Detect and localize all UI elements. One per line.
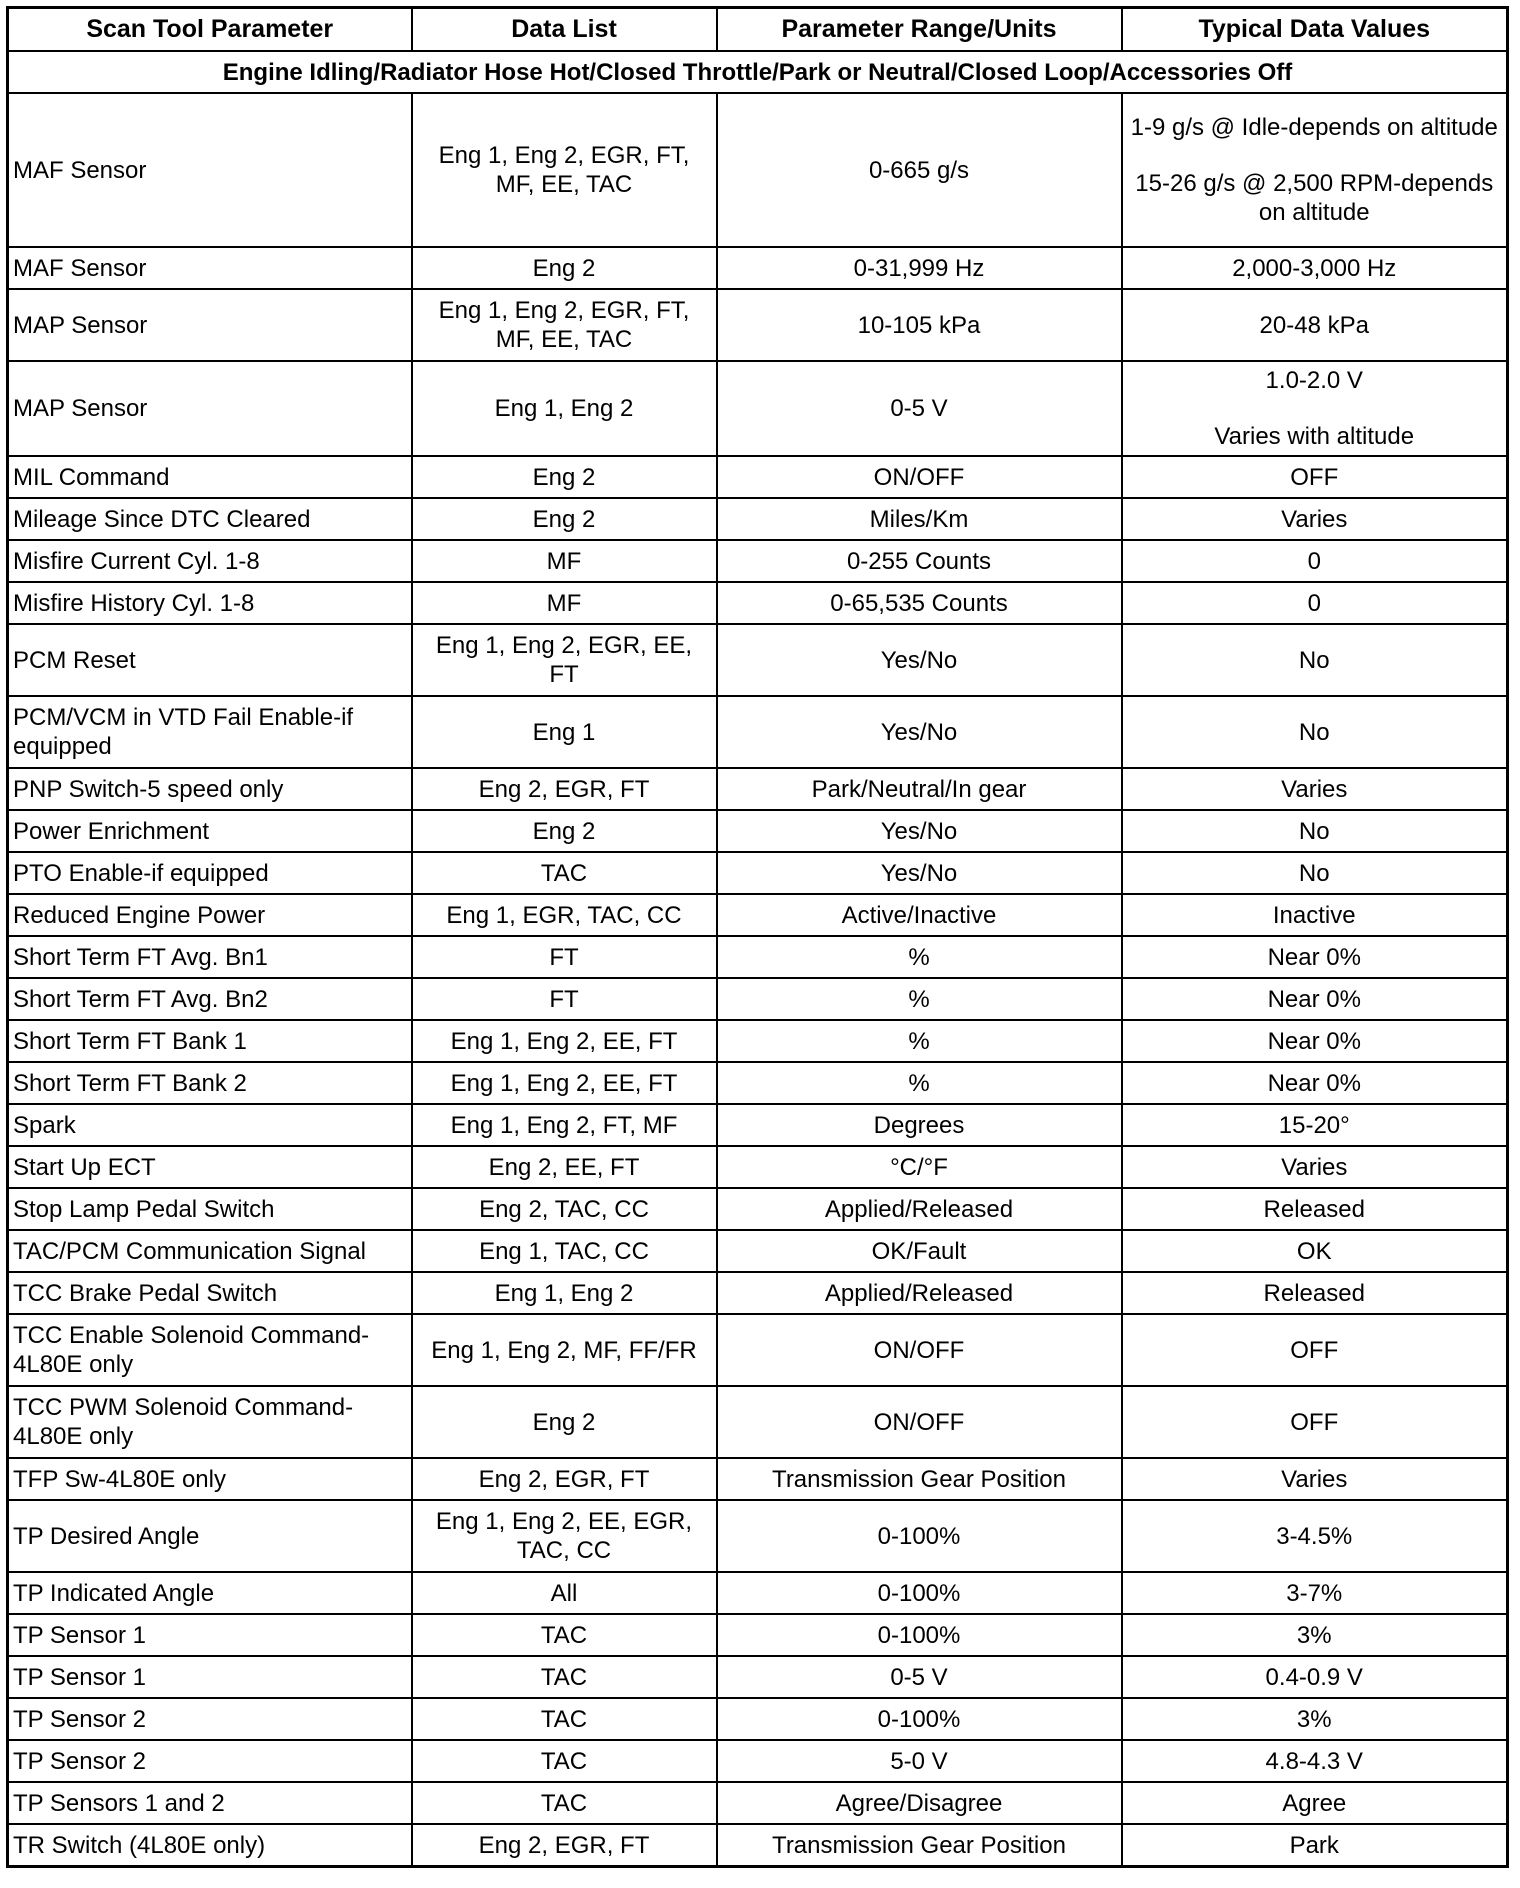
table-row	[8, 540, 1508, 582]
range-cell: Park/Neutral/In gear	[717, 768, 1122, 810]
table-row	[8, 894, 1508, 936]
data-list-cell: Eng 2	[412, 810, 717, 852]
parameter-cell: TP Sensor 1	[8, 1614, 412, 1656]
parameter-cell: Short Term FT Bank 2	[8, 1062, 412, 1104]
table-row	[8, 852, 1508, 894]
data-list-cell: Eng 2	[412, 456, 717, 498]
typical-value-cell: Varies	[1122, 1146, 1508, 1188]
typical-value-cell: No	[1122, 696, 1508, 768]
table-row	[8, 1314, 1508, 1386]
table-row	[8, 624, 1508, 696]
typical-value-cell: No	[1122, 624, 1508, 696]
condition-row	[8, 51, 1508, 93]
column-header-range-units: Parameter Range/Units	[717, 8, 1122, 52]
data-list-cell: Eng 2	[412, 1386, 717, 1458]
table-row	[8, 696, 1508, 768]
range-cell: ON/OFF	[717, 1314, 1122, 1386]
parameter-cell: PTO Enable-if equipped	[8, 852, 412, 894]
range-cell: %	[717, 1062, 1122, 1104]
range-cell: Applied/Released	[717, 1272, 1122, 1314]
range-cell: 0-100%	[717, 1500, 1122, 1572]
table-row	[8, 498, 1508, 540]
typical-value-cell: Near 0%	[1122, 936, 1508, 978]
typical-value-voltage: 1.0-2.0 V	[1265, 367, 1363, 394]
parameter-cell: Misfire History Cyl. 1-8	[8, 582, 412, 624]
data-list-cell: Eng 2	[412, 498, 717, 540]
parameter-cell: Short Term FT Avg. Bn1	[8, 936, 412, 978]
data-list-cell: Eng 2, EE, FT	[412, 1146, 717, 1188]
range-cell: ON/OFF	[717, 1386, 1122, 1458]
data-list-cell: Eng 1, Eng 2, MF, FF/FR	[412, 1314, 717, 1386]
table-row	[8, 582, 1508, 624]
data-list-cell: Eng 1, Eng 2, EGR, FT, MF, EE, TAC	[412, 289, 717, 361]
data-list-cell: Eng 1, Eng 2, EE, FT	[412, 1062, 717, 1104]
range-cell: 0-100%	[717, 1572, 1122, 1614]
typical-value-cell: Near 0%	[1122, 978, 1508, 1020]
typical-value-idle: 1-9 g/s @ Idle-depends on altitude	[1130, 114, 1498, 141]
range-cell: Transmission Gear Position	[717, 1458, 1122, 1500]
parameter-cell: TFP Sw-4L80E only	[8, 1458, 412, 1500]
range-cell: Active/Inactive	[717, 894, 1122, 936]
parameter-cell: Misfire Current Cyl. 1-8	[8, 540, 412, 582]
typical-value-cell: 0	[1122, 540, 1508, 582]
table-row	[8, 1572, 1508, 1614]
parameter-cell: MAP Sensor	[8, 361, 412, 456]
typical-value-cell: 0.4-0.9 V	[1122, 1656, 1508, 1698]
typical-value-cell: 3%	[1122, 1614, 1508, 1656]
range-cell: Transmission Gear Position	[717, 1824, 1122, 1867]
parameter-cell: MIL Command	[8, 456, 412, 498]
range-cell: 0-5 V	[717, 1656, 1122, 1698]
data-list-cell: MF	[412, 540, 717, 582]
data-list-cell: Eng 2	[412, 247, 717, 289]
data-list-cell: Eng 1, Eng 2, FT, MF	[412, 1104, 717, 1146]
table-row	[8, 93, 1508, 247]
table-row	[8, 768, 1508, 810]
typical-value-cell: Agree	[1122, 1782, 1508, 1824]
range-cell: Yes/No	[717, 624, 1122, 696]
column-header-data-list: Data List	[412, 8, 717, 52]
parameter-cell: PNP Switch-5 speed only	[8, 768, 412, 810]
data-list-cell: TAC	[412, 1740, 717, 1782]
parameter-cell: TCC PWM Solenoid Command-4L80E only	[8, 1386, 412, 1458]
data-list-cell: TAC	[412, 1782, 717, 1824]
parameter-cell: PCM Reset	[8, 624, 412, 696]
table-row	[8, 1230, 1508, 1272]
range-cell: Applied/Released	[717, 1188, 1122, 1230]
column-header-parameter: Scan Tool Parameter	[8, 8, 412, 52]
data-list-cell: Eng 2, TAC, CC	[412, 1188, 717, 1230]
range-cell: Yes/No	[717, 852, 1122, 894]
table-row	[8, 1272, 1508, 1314]
data-list-cell: Eng 1, Eng 2	[412, 1272, 717, 1314]
data-list-cell: FT	[412, 978, 717, 1020]
parameter-cell: Mileage Since DTC Cleared	[8, 498, 412, 540]
parameter-cell: PCM/VCM in VTD Fail Enable-if equipped	[8, 696, 412, 768]
typical-value-note: Varies with altitude	[1214, 423, 1415, 450]
data-list-cell: Eng 1, TAC, CC	[412, 1230, 717, 1272]
data-list-cell: Eng 2, EGR, FT	[412, 768, 717, 810]
parameter-cell: Reduced Engine Power	[8, 894, 412, 936]
data-list-cell: Eng 1, Eng 2, EGR, FT, MF, EE, TAC	[412, 93, 717, 247]
typical-value-cell	[1122, 93, 1508, 247]
data-list-cell: TAC	[412, 1656, 717, 1698]
parameter-cell: TCC Enable Solenoid Command-4L80E only	[8, 1314, 412, 1386]
data-list-cell: All	[412, 1572, 717, 1614]
range-cell: Agree/Disagree	[717, 1782, 1122, 1824]
table-row	[8, 1740, 1508, 1782]
test-condition: Engine Idling/Radiator Hose Hot/Closed Throttle/Park or Neutral/Closed Loop/Accessories Off	[8, 51, 1508, 93]
range-cell: 0-255 Counts	[717, 540, 1122, 582]
scan-tool-data-table	[6, 6, 1509, 1868]
range-cell: %	[717, 936, 1122, 978]
typical-value-cell: No	[1122, 852, 1508, 894]
typical-value-cell: 0	[1122, 582, 1508, 624]
parameter-cell: Power Enrichment	[8, 810, 412, 852]
table-row	[8, 936, 1508, 978]
typical-value-cell: OK	[1122, 1230, 1508, 1272]
table-header-row	[8, 8, 1508, 52]
table-row	[8, 1386, 1508, 1458]
data-list-cell: Eng 1, Eng 2, EE, FT	[412, 1020, 717, 1062]
typical-value-cell: 20-48 kPa	[1122, 289, 1508, 361]
typical-value-cell: Near 0%	[1122, 1062, 1508, 1104]
parameter-cell: TP Sensor 1	[8, 1656, 412, 1698]
parameter-cell: TR Switch (4L80E only)	[8, 1824, 412, 1867]
column-header-typical-values: Typical Data Values	[1122, 8, 1508, 52]
parameter-cell: MAP Sensor	[8, 289, 412, 361]
range-cell: 0-31,999 Hz	[717, 247, 1122, 289]
data-list-cell: Eng 1, Eng 2	[412, 361, 717, 456]
range-cell: Miles/Km	[717, 498, 1122, 540]
typical-value-cell: Released	[1122, 1188, 1508, 1230]
range-cell: 10-105 kPa	[717, 289, 1122, 361]
typical-value-cell: OFF	[1122, 1314, 1508, 1386]
typical-value-cell: 4.8-4.3 V	[1122, 1740, 1508, 1782]
parameter-cell: TP Indicated Angle	[8, 1572, 412, 1614]
table-row	[8, 456, 1508, 498]
table-row	[8, 1458, 1508, 1500]
parameter-cell: TAC/PCM Communication Signal	[8, 1230, 412, 1272]
data-list-cell: Eng 1, Eng 2, EE, EGR, TAC, CC	[412, 1500, 717, 1572]
table-row	[8, 1188, 1508, 1230]
parameter-cell: TP Desired Angle	[8, 1500, 412, 1572]
typical-value-cell: 15-20°	[1122, 1104, 1508, 1146]
parameter-cell: TCC Brake Pedal Switch	[8, 1272, 412, 1314]
typical-value-cell: OFF	[1122, 456, 1508, 498]
data-list-cell: Eng 1, Eng 2, EGR, EE, FT	[412, 624, 717, 696]
typical-value-cell: 3-4.5%	[1122, 1500, 1508, 1572]
range-cell: 5-0 V	[717, 1740, 1122, 1782]
data-list-cell: FT	[412, 936, 717, 978]
parameter-cell: MAF Sensor	[8, 247, 412, 289]
range-cell: 0-100%	[717, 1614, 1122, 1656]
table-row	[8, 1698, 1508, 1740]
table-row	[8, 978, 1508, 1020]
range-cell: 0-665 g/s	[717, 93, 1122, 247]
data-list-cell: TAC	[412, 852, 717, 894]
parameter-cell: Stop Lamp Pedal Switch	[8, 1188, 412, 1230]
typical-value-cell: Varies	[1122, 1458, 1508, 1500]
range-cell: %	[717, 1020, 1122, 1062]
table-row	[8, 1500, 1508, 1572]
typical-value-cell: OFF	[1122, 1386, 1508, 1458]
range-cell: ON/OFF	[717, 456, 1122, 498]
range-cell: 0-5 V	[717, 361, 1122, 456]
range-cell: 0-65,535 Counts	[717, 582, 1122, 624]
parameter-cell: Spark	[8, 1104, 412, 1146]
range-cell: °C/°F	[717, 1146, 1122, 1188]
range-cell: 0-100%	[717, 1698, 1122, 1740]
typical-value-cell: Near 0%	[1122, 1020, 1508, 1062]
data-list-cell: MF	[412, 582, 717, 624]
range-cell: Yes/No	[717, 696, 1122, 768]
table-row	[8, 1656, 1508, 1698]
typical-value-cell: Inactive	[1122, 894, 1508, 936]
table-row	[8, 810, 1508, 852]
table-row	[8, 247, 1508, 289]
table-row	[8, 1062, 1508, 1104]
parameter-cell: TP Sensor 2	[8, 1698, 412, 1740]
table-row	[8, 1104, 1508, 1146]
data-list-cell: Eng 2, EGR, FT	[412, 1458, 717, 1500]
range-cell: OK/Fault	[717, 1230, 1122, 1272]
table-row	[8, 1824, 1508, 1867]
range-cell: %	[717, 978, 1122, 1020]
typical-value-cell: Park	[1122, 1824, 1508, 1867]
typical-value-cell: 3%	[1122, 1698, 1508, 1740]
typical-value-cell: 2,000-3,000 Hz	[1122, 247, 1508, 289]
table-row	[8, 1020, 1508, 1062]
data-list-cell: Eng 1, EGR, TAC, CC	[412, 894, 717, 936]
typical-value-cell: Varies	[1122, 498, 1508, 540]
typical-value-cell: Varies	[1122, 768, 1508, 810]
data-list-cell: TAC	[412, 1698, 717, 1740]
parameter-cell: Short Term FT Avg. Bn2	[8, 978, 412, 1020]
data-list-cell: Eng 1	[412, 696, 717, 768]
typical-value-2500rpm: 15-26 g/s @ 2,500 RPM-depends on altitude	[1135, 170, 1494, 226]
typical-value-cell	[1122, 361, 1508, 456]
table-row	[8, 289, 1508, 361]
table-row	[8, 1146, 1508, 1188]
parameter-cell: TP Sensor 2	[8, 1740, 412, 1782]
data-list-cell: TAC	[412, 1614, 717, 1656]
table-row	[8, 1782, 1508, 1824]
range-cell: Yes/No	[717, 810, 1122, 852]
typical-value-cell: No	[1122, 810, 1508, 852]
range-cell: Degrees	[717, 1104, 1122, 1146]
table-row	[8, 361, 1508, 456]
typical-value-cell: 3-7%	[1122, 1572, 1508, 1614]
parameter-cell: Start Up ECT	[8, 1146, 412, 1188]
parameter-cell: MAF Sensor	[8, 93, 412, 247]
parameter-cell: TP Sensors 1 and 2	[8, 1782, 412, 1824]
data-list-cell: Eng 2, EGR, FT	[412, 1824, 717, 1867]
table-row	[8, 1614, 1508, 1656]
parameter-cell: Short Term FT Bank 1	[8, 1020, 412, 1062]
typical-value-cell: Released	[1122, 1272, 1508, 1314]
